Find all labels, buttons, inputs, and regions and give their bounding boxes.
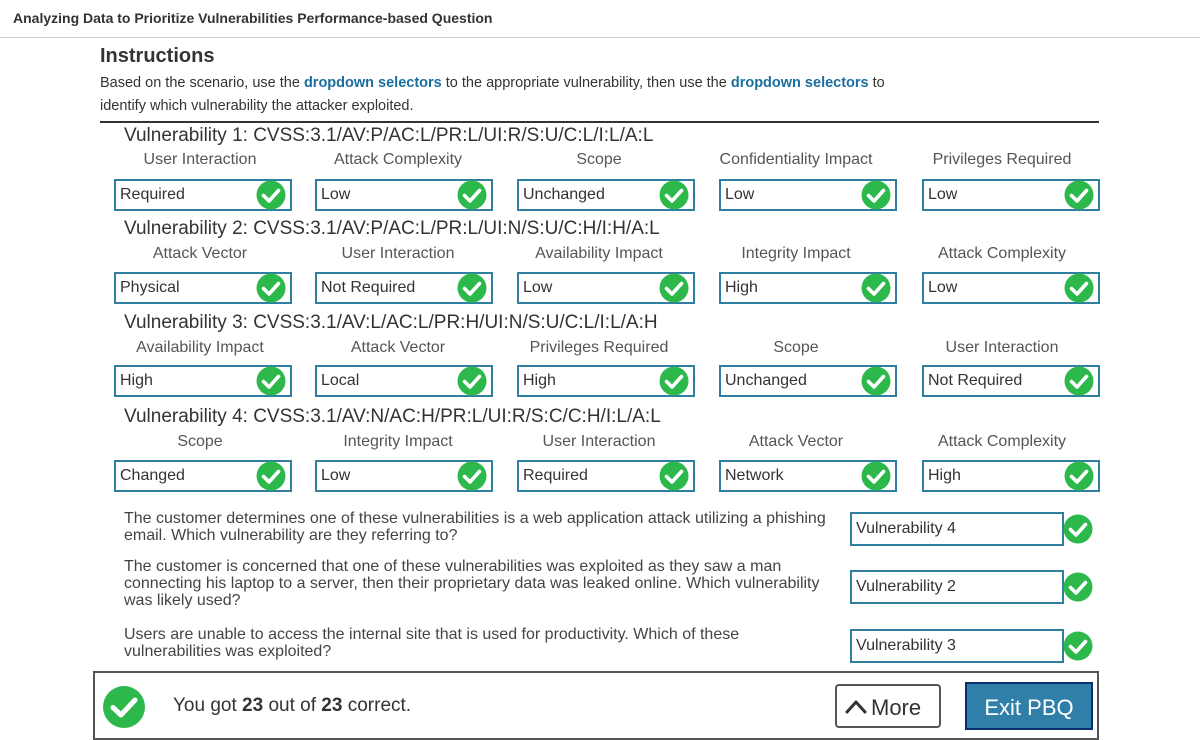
check-circle-icon [1064,180,1094,210]
check-circle-icon [1064,461,1094,491]
metric-label: Integrity Impact [343,433,453,450]
vulnerability-title: Vulnerability 1: CVSS:3.1/AV:P/AC:L/PR:L/UI:R/S:U/C:L/I:L/A:L [124,125,654,146]
metric-label: Privileges Required [932,151,1072,168]
metric-label: Availability Impact [136,339,264,356]
metric-label: User Interaction [945,339,1059,356]
dropdown-selected-value: Vulnerability 2 [856,578,956,595]
dropdown-selected-value: Low [321,186,351,203]
instructions-text-part: Based on the scenario, use the [100,75,304,91]
exit-pbq-label: Exit PBQ [984,695,1074,720]
more-label: More [871,695,922,720]
question-text: Users are unable to access the internal site that is used for productivity. Which of these vulnerabilities was exploited? [124,626,740,660]
dropdown-selected-value: Low [928,279,958,296]
instructions-text-part: to the appropriate vulnerability, then use the [441,75,731,91]
metric-label: Attack Vector [748,433,844,450]
instructions-heading: Instructions [100,45,215,67]
metric-label: Attack Vector [350,339,446,356]
check-circle-icon [102,685,146,729]
check-circle-icon [1063,631,1093,661]
metric-label: Availability Impact [535,245,663,262]
score-correct: 23 [242,695,264,716]
check-circle-icon [457,461,487,491]
metric-label: Attack Complexity [937,433,1067,450]
answer-dropdown[interactable] [850,629,1064,663]
check-circle-icon [659,180,689,210]
metric-label: User Interaction [341,245,455,262]
check-circle-icon [1064,273,1094,303]
dropdown-selected-value: Physical [120,279,180,296]
dropdown-selected-value: Unchanged [725,372,807,389]
dropdown-selected-value: Vulnerability 4 [856,520,956,537]
question-text: The customer is concerned that one of these vulnerabilities was exploited as they saw a man connecting his laptop to a server, then their proprietary data was leaked online. Which vulnerability was likely used? [124,558,820,609]
score-prefix: You got [173,695,243,716]
results-footer [93,671,1099,740]
metric-label: Attack Complexity [333,151,463,168]
vulnerability-title: Vulnerability 4: CVSS:3.1/AV:N/AC:H/PR:L/UI:R/S:C/C:H/I:L/A:L [124,406,661,427]
dropdown-selected-value: High [120,372,153,389]
check-circle-icon [457,273,487,303]
metric-label: Scope [576,151,622,168]
check-circle-icon [861,273,891,303]
dropdown-selected-value: Low [725,186,755,203]
dropdown-selected-value: Local [321,372,360,389]
metric-label: Scope [773,339,819,356]
dropdown-selected-value: High [928,467,961,484]
metric-label: Privileges Required [529,339,669,356]
dropdown-selected-value: Required [523,467,588,484]
dropdown-selected-value: Required [120,186,185,203]
check-circle-icon [256,461,286,491]
page-title: Analyzing Data to Prioritize Vulnerabilities Performance-based Question [13,10,493,26]
score-suffix: correct. [342,695,412,716]
question-text: The customer determines one of these vulnerabilities is a web application attack utilizing a phishing email. Which vulnerability are they referring to? [124,510,826,544]
check-circle-icon [256,366,286,396]
dropdown-selected-value: Not Required [321,279,416,296]
dropdown-selected-value: Low [523,279,553,296]
dropdown-selected-value: Changed [120,467,185,484]
dropdown-selected-value: Low [321,467,351,484]
metric-label: Attack Vector [152,245,248,262]
dropdown-selected-value: Network [725,467,784,484]
check-circle-icon [1063,514,1093,544]
more-button[interactable] [835,684,941,728]
check-circle-icon [1064,366,1094,396]
check-circle-icon [861,461,891,491]
vulnerability-title: Vulnerability 2: CVSS:3.1/AV:P/AC:L/PR:L/UI:N/S:U/C:H/I:H/A:L [124,218,660,239]
metric-label: Confidentiality Impact [719,151,873,168]
instructions-text [100,72,930,118]
metric-label: User Interaction [143,151,257,168]
check-circle-icon [1063,572,1093,602]
check-circle-icon [861,180,891,210]
check-circle-icon [256,180,286,210]
instructions-highlight: dropdown selectors [730,75,869,91]
check-circle-icon [861,366,891,396]
check-circle-icon [659,366,689,396]
instructions-highlight: dropdown selectors [303,75,442,91]
dropdown-selected-value: Vulnerability 3 [856,637,956,654]
dropdown-selected-value: High [523,372,556,389]
answer-dropdown[interactable] [850,570,1064,604]
metric-label: Integrity Impact [741,245,851,262]
check-circle-icon [457,366,487,396]
score-middle: out of [263,695,322,716]
metric-label: User Interaction [542,433,656,450]
answer-dropdown[interactable] [850,512,1064,546]
page-header [0,0,1200,38]
dropdown-selected-value: Not Required [928,372,1023,389]
check-circle-icon [659,273,689,303]
check-circle-icon [659,461,689,491]
metric-label: Scope [177,433,223,450]
dropdown-selected-value: High [725,279,758,296]
chevron-up-icon [845,698,867,714]
instructions-text-part: to identify which vulnerability the attacker exploited. [100,75,885,114]
dropdown-selected-value: Unchanged [523,186,605,203]
divider [100,121,1099,123]
vulnerability-title: Vulnerability 3: CVSS:3.1/AV:L/AC:L/PR:H/UI:N/S:U/C:L/I:L/A:H [124,312,658,333]
check-circle-icon [457,180,487,210]
check-circle-icon [256,273,286,303]
score-total: 23 [321,695,343,716]
dropdown-selected-value: Low [928,186,958,203]
metric-label: Attack Complexity [937,245,1067,262]
exit-pbq-button[interactable] [965,682,1093,730]
score-text [173,695,411,717]
